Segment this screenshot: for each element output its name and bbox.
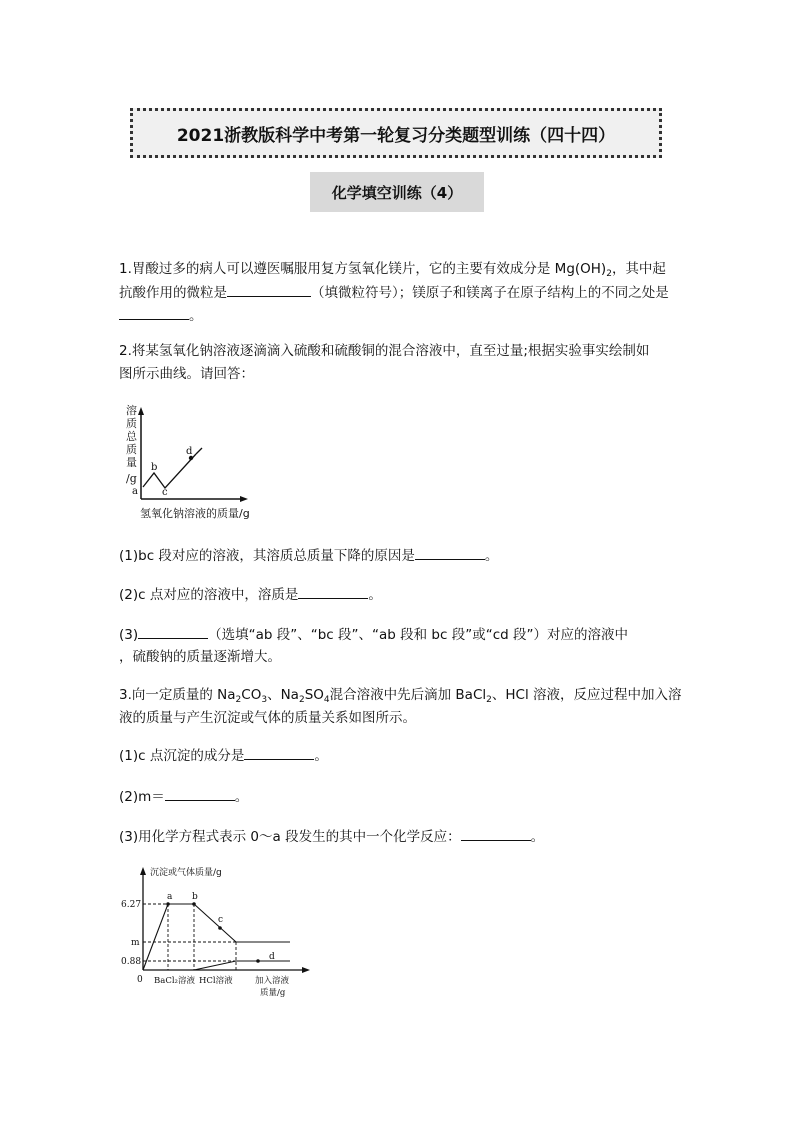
q3-answer-blank-3[interactable]: [461, 825, 531, 841]
figure2-x-arrow: [302, 967, 310, 973]
q1-text-b: ，其中起: [611, 261, 666, 277]
figure1-ylabel-char: 质: [126, 443, 137, 456]
figure1-ylabel: [126, 403, 138, 485]
q1-line3: [119, 304, 679, 328]
q3-sub3: [119, 825, 679, 849]
figure1-ylabel-char: 质: [126, 417, 137, 430]
q2-sub3-text-a: (3): [119, 627, 139, 643]
figure2-precipitate-curve: [143, 904, 290, 970]
figure2-point-c-dot: [218, 926, 222, 930]
q2-answer-blank-3[interactable]: [138, 623, 208, 639]
figure2-ytick-088: 0.88: [121, 957, 142, 967]
q3-subscript: 2: [235, 695, 242, 705]
q1-text-end: 。: [189, 308, 203, 324]
figure2-y-arrow: [140, 867, 146, 875]
figure2-point-d-dot: [256, 959, 260, 963]
q3-text: 、Na: [267, 687, 299, 703]
q3-subscript: 3: [261, 695, 268, 705]
figure1-label-a: a: [132, 486, 138, 497]
q2-sub2-end: 。: [368, 587, 382, 603]
figure1-ylabel-char: 溶: [126, 404, 137, 417]
q3-text: SO: [304, 687, 324, 703]
figure1-label-d: d: [186, 446, 193, 457]
q2-sub1-text: (1)bc 段对应的溶液，其溶质总质量下降的原因是: [119, 548, 415, 564]
q2-sub2: [119, 583, 679, 607]
figure2-label-a: a: [167, 892, 173, 902]
q1-text-d: （填微粒符号）；镁原子和镁离子在原子结构上的不同之处是: [311, 285, 669, 301]
figure2-xseg-bacl2: BaCl₂溶液: [154, 976, 195, 986]
figure2-ylabel: 沉淀或气体质量/g: [150, 868, 222, 878]
q3-sub2: [119, 785, 679, 809]
figure2-label-b: b: [192, 892, 198, 902]
q3-sub2-text: (2)m＝: [119, 789, 165, 805]
q2-sub3-line2: ，硫酸钠的质量逐渐增大。: [119, 649, 281, 665]
worksheet-title: 2021浙教版科学中考第一轮复习分类题型训练（四十四）: [130, 108, 662, 158]
q1-line2: [119, 281, 679, 305]
figure2-xlabel-line1: 加入溶液: [255, 976, 290, 986]
q2-sub3-line1: [119, 623, 679, 647]
figure1-y-arrow: [138, 407, 144, 415]
figure1-curve-ext: [196, 448, 202, 454]
q1-answer-blank-2[interactable]: [119, 304, 189, 320]
q2-sub1: [119, 544, 679, 568]
figure2-point-a-dot: [166, 902, 170, 906]
figure2-origin: 0: [137, 975, 143, 985]
q2-answer-blank-2[interactable]: [298, 583, 368, 599]
q2-sub3-text-b: （选填“ab 段”、“bc 段”、“ab 段和 bc 段”或“cd 段”）对应的溶液中: [208, 627, 628, 643]
figure1-x-arrow: [240, 496, 248, 502]
figure2-graph: [118, 862, 318, 1004]
q3-subscript: 2: [486, 695, 492, 705]
figure1-ylabel-char: 总: [126, 430, 137, 443]
q3-subscript: 4: [323, 695, 330, 705]
q3-sub2-end: 。: [234, 789, 249, 805]
figure2-xseg-hcl: HCl溶液: [199, 976, 233, 986]
figure1-ylabel-char: /g: [126, 472, 137, 485]
figure1-ylabel-char: 量: [126, 456, 137, 469]
q2-line2: 图所示曲线。请回答：: [119, 366, 254, 382]
q1-answer-blank-1[interactable]: [227, 281, 311, 297]
figure2-ytick-627: 6.27: [121, 900, 142, 910]
q3-sub3-text: (3)用化学方程式表示 0～a 段发生的其中一个化学反应：: [119, 829, 461, 845]
figure2-gas-curve: [194, 961, 290, 970]
q2-sub2-text: (2)c 点对应的溶液中，溶质是: [119, 587, 299, 603]
q2-answer-blank-1[interactable]: [415, 544, 485, 560]
q3-answer-blank-2[interactable]: [165, 785, 235, 801]
figure1-graph: [118, 402, 268, 524]
figure2-ytick-m: m: [131, 938, 140, 948]
q3-text: 混合溶液中先后滴加 BaCl: [329, 687, 487, 703]
figure2-xlabel-line2: 质量/g: [260, 988, 286, 998]
q3-sub1-text: (1)c 点沉淀的成分是: [119, 748, 245, 764]
q3-subscript: 2: [298, 695, 305, 705]
q2-line1: 2.将某氢氧化钠溶液逐滴滴入硫酸和硫酸铜的混合溶液中，直至过量;根据实验事实绘制如: [119, 343, 650, 359]
q3-answer-blank-1[interactable]: [244, 744, 314, 760]
figure1-label-b: b: [151, 462, 158, 473]
q3-line2: 液的质量与产生沉淀或气体的质量关系如图所示。: [119, 710, 416, 726]
worksheet-subtitle: 化学填空训练（4）: [310, 172, 484, 212]
q1-text-a: 1.胃酸过多的病人可以遵医嘱服用复方氢氧化镁片，它的主要有效成分是 Mg(OH): [119, 261, 607, 277]
figure2-label-c: c: [218, 915, 224, 925]
q3-text: 、HCl 溶液，反应过程中加入溶: [491, 687, 682, 703]
q3-text: 3.向一定质量的 Na: [119, 687, 236, 703]
q3-sub1: [119, 744, 679, 768]
figure1-label-c: c: [162, 487, 168, 498]
figure2-point-b-dot: [192, 902, 196, 906]
figure2-label-d: d: [269, 952, 275, 962]
q1-text-c: 抗酸作用的微粒是: [119, 285, 227, 301]
figure1-xlabel: 氢氧化钠溶液的质量/g: [140, 507, 250, 520]
q2-sub1-end: 。: [484, 548, 499, 564]
q3-sub3-end: 。: [530, 829, 545, 845]
q3-text: CO: [241, 687, 262, 703]
q1-subscript: 2: [606, 269, 612, 279]
q3-sub1-end: 。: [314, 748, 328, 764]
